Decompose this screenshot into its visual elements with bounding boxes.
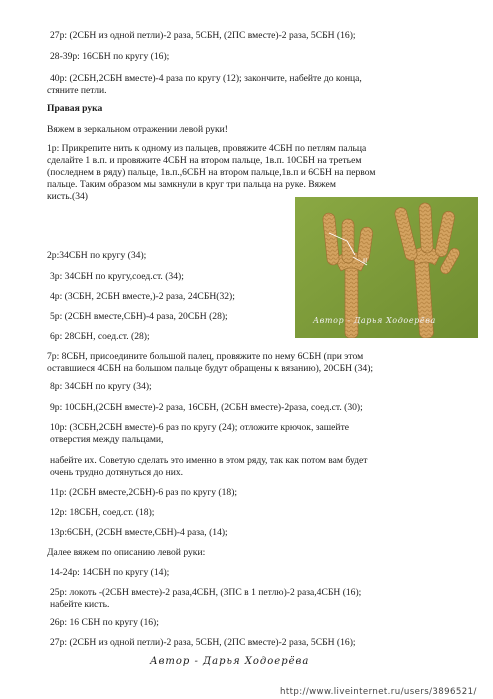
text-line: 28-39р: 16СБН по кругу (16);: [50, 51, 170, 62]
text-line: 26р: 16 СБН по кругу (16);: [50, 617, 159, 628]
section-heading: Правая рука: [47, 103, 103, 114]
footer-url: http://www.liveinternet.ru/users/3896521/: [280, 687, 477, 697]
text-line: 9р: 10СБН,(2СБН вместе)-2 раза, 16СБН, (2СБН вместе)-2раза, соед.ст. (30);: [50, 402, 363, 413]
text-line: кисть.(34): [47, 191, 89, 202]
text-line: 6р: 28СБН, соед.ст. (28);: [50, 331, 150, 342]
author-signature: Автор - Дарья Ходоерёва: [150, 656, 310, 667]
text-line: 1р: Прикрепите нить к одному из пальцев, провяжите 4СБН по петлям пальца: [47, 143, 367, 154]
text-line: 40р: (2СБН,2СБН вместе)-4 раза по кругу (12); закончите, набейте до конца,: [50, 73, 362, 84]
text-line: 13р:6СБН, (2СБН вместе,СБН)-4 раза, (14);: [50, 527, 228, 538]
text-line: 4р: (3СБН, 2СБН вместе,)-2 раза, 24СБН(32);: [50, 291, 235, 302]
text-line: 12р: 18СБН, соед.ст. (18);: [50, 507, 155, 518]
text-line: Далее вяжем по описанию левой руки:: [47, 547, 206, 558]
text-line: стяните петли.: [47, 85, 107, 96]
text-line: очень трудно дотянуться до них.: [50, 467, 184, 478]
text-line: 27р: (2СБН из одной петли)-2 раза, 5СБН, (2ПС вместе)-2 раза, 5СБН (16);: [50, 30, 356, 41]
text-line: 3р: 34СБН по кругу,соед.ст. (34);: [50, 271, 184, 282]
text-line: 25р: локоть -(2СБН вместе)-2 раза,4СБН, (3ПС в 1 петлю)-2 раза,4СБН (16);: [50, 587, 362, 598]
text-line: (последнем в ряду) пальце, 1в.п.,6СБН на втором пальце,1в.п и 6СБН на первом: [47, 167, 376, 178]
text-line: пальце. Таким образом мы замкнули в круг три пальца на руке. Вяжем: [47, 179, 336, 190]
text-line: 8р: 34СБН по кругу (34);: [50, 381, 152, 392]
text-line: 11р: (2СБН вместе,2СБН)-6 раз по кругу (18);: [50, 487, 238, 498]
text-line: набейте их. Советую сделать это именно в этом ряду, так как потом вам будет: [50, 455, 368, 466]
text-line: 5р: (2СБН вместе,СБН)-4 раза, 20СБН (28);: [50, 311, 228, 322]
text-line: отверстия между пальцами,: [50, 434, 164, 445]
text-line: набейте кисть.: [50, 599, 110, 610]
text-line: 27р: (2СБН из одной петли)-2 раза, 5СБН, (2ПС вместе)-2 раза, 5СБН (16);: [50, 637, 356, 648]
text-line: Вяжем в зеркальном отражении левой руки!: [47, 124, 228, 135]
text-line: 2р:34СБН по кругу (34);: [47, 250, 147, 261]
photo-label-ii: II: [363, 257, 368, 265]
text-line: сделайте 1 в.п. и провяжите 4СБН на втором пальце, 1в.п. 10СБН на третьем: [47, 155, 362, 166]
crochet-arms-photo: [295, 197, 478, 338]
photo-watermark: Автор - Дарья Ходоерёва: [313, 316, 436, 325]
text-line: 14-24р: 14СБН по кругу (14);: [50, 567, 170, 578]
text-line: 10р: (3СБН,2СБН вместе)-6 раз по кругу (24); отложите крючок, зашейте: [50, 422, 350, 433]
crochet-arms-illustration: [295, 197, 478, 338]
text-line: оставшиеся 4СБН на большом пальце будут обращены к вязанию), 20СБН (34);: [47, 363, 374, 374]
text-line: 7р: 8СБН, присоедините большой палец, провяжите по нему 6СБН (при этом: [47, 351, 364, 362]
